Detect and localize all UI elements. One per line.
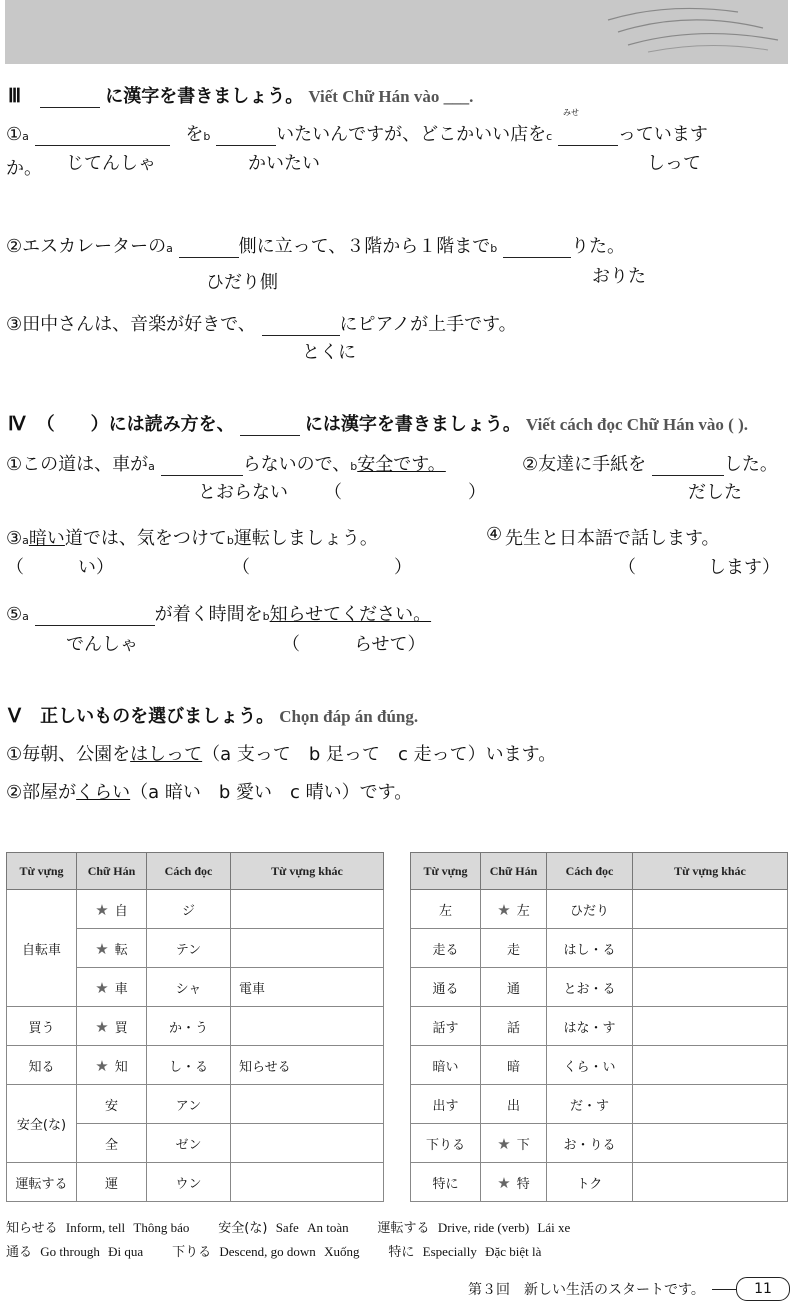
- glossary-line-1: 知らせる Inform, tell Thông báo 安全(な) Safe An toàn 運転する Drive, ride (verb) Lái xe: [6, 1220, 571, 1236]
- section5-heading: Ⅴ 正しいものを選びましょう。 Chọn đáp án đúng.: [8, 706, 419, 727]
- section3-heading: [8, 82, 473, 108]
- table-row: 自転車 ★ 自 ジ: [7, 890, 384, 929]
- table-row: ★ 転 テン: [7, 929, 384, 968]
- s3-q2-reading-b: おりた: [592, 266, 646, 287]
- table-row: 特に ★ 特 トク: [411, 1163, 788, 1202]
- s3-q3-line: ③田中さんは、音楽が好きで、 にピアノが上手です。: [6, 314, 517, 335]
- s3-q1-reading-a: じてんしゃ: [66, 153, 156, 174]
- vocab-table-left: [6, 852, 384, 1202]
- table-row: 走る 走 はし・る: [411, 929, 788, 968]
- glossary-line-2: 通る Go through Đi qua 下りる Descend, go down Xuống 特に Especially Đặc biệt là: [6, 1244, 542, 1260]
- section3-instruction-vn: Viết Chữ Hán vào ___.: [308, 87, 474, 106]
- swoosh-decoration: [588, 0, 788, 64]
- table-row: 買う ★ 買 か・う: [7, 1007, 384, 1046]
- col-header: Cách đọc: [147, 853, 231, 890]
- table-row: 話す 話 はな・す: [411, 1007, 788, 1046]
- s3-q3-reading: とくに: [302, 342, 356, 363]
- s3-q1-line: ①a をb いたいんですが、どこかいい店をc っています: [6, 124, 708, 145]
- s3-q1-reading-c: しって: [647, 153, 701, 174]
- s4-q4-num: ④: [486, 524, 503, 545]
- s4-q4-line: 先生と日本語で話します。: [505, 528, 720, 549]
- s4-q3-reading-a: （ い）: [6, 557, 114, 578]
- page-number: 11: [736, 1277, 790, 1301]
- col-header: Từ vựng: [7, 853, 77, 890]
- footer-title: 第３回 新しい生活のスタートです。: [468, 1282, 705, 1298]
- col-header: Từ vựng khác: [231, 853, 384, 890]
- footer-rule: [712, 1289, 736, 1290]
- s4-q3-line: ③a暗い道では、気をつけてb運転しましょう。: [6, 528, 378, 549]
- table-row: 下りる ★ 下 お・りる: [411, 1124, 788, 1163]
- section3-numeral: Ⅲ: [8, 86, 22, 107]
- blank-a: [35, 127, 170, 146]
- col-header: Chữ Hán: [77, 853, 147, 890]
- s4-q2-reading: だした: [688, 482, 742, 503]
- s4-q5-reading-b: （ らせて）: [282, 634, 426, 655]
- s5-q1-line: ①毎朝、公園をはしって（a 支って b 足って c 走って）います。: [6, 744, 557, 765]
- table-row: 暗い 暗 くら・い: [411, 1046, 788, 1085]
- s4-q1-line: ①この道は、車がa らないので、b安全です。: [6, 454, 446, 475]
- table-row: 出す 出 だ・す: [411, 1085, 788, 1124]
- s3-q2-line: ②エスカレーターのa 側に立って、３階から１階までb りた。: [6, 236, 625, 257]
- table-row: 安全(な) 安 アン: [7, 1085, 384, 1124]
- table-row: 左 ★ 左 ひだり: [411, 890, 788, 929]
- col-header: Từ vựng: [411, 853, 481, 890]
- furigana: みせ: [563, 108, 579, 117]
- table-row: ★ 車 シャ 電車: [7, 968, 384, 1007]
- blank-b: [216, 127, 276, 146]
- s4-q1-reading-a: とおらない: [198, 482, 288, 503]
- s4-q2-line: ②友達に手紙を した。: [522, 454, 778, 475]
- col-header: Từ vựng khác: [633, 853, 788, 890]
- s4-q3-reading-b: （ ）: [232, 557, 412, 578]
- s4-q5-line: ⑤a が着く時間をb知らせてください。: [6, 604, 432, 625]
- s3-q2-reading-a: ひだり側: [206, 272, 278, 293]
- s3-q1-cont: か。: [6, 158, 42, 179]
- vocab-table-right: [410, 852, 788, 1202]
- table-row: 通る 通 とお・る: [411, 968, 788, 1007]
- section4-heading: Ⅳ （ ）には読み方を、 には漢字を書きましょう。 Viết cách đọc Chữ Hán vào ( ).: [8, 414, 748, 435]
- s3-q1-reading-b: かいたい: [248, 153, 320, 174]
- table-row: 知る ★ 知 し・る 知らせる: [7, 1046, 384, 1085]
- s4-q5-reading-a: でんしゃ: [66, 634, 138, 655]
- header-banner: [5, 0, 788, 64]
- col-header: Chữ Hán: [481, 853, 547, 890]
- col-header: Cách đọc: [547, 853, 633, 890]
- s4-q4-reading: （ します）: [618, 557, 780, 578]
- s4-q1-reading-b: （ ）: [324, 482, 486, 503]
- s5-q2-line: ②部屋がくらい（a 暗い b 愛い c 晴い）です。: [6, 782, 413, 803]
- section3-instruction: に漢字を書きましょう。: [105, 86, 304, 107]
- blank-c: [558, 127, 618, 146]
- table-row: 全 ゼン: [7, 1124, 384, 1163]
- blank: [40, 89, 100, 108]
- table-row: 運転する 運 ウン: [7, 1163, 384, 1202]
